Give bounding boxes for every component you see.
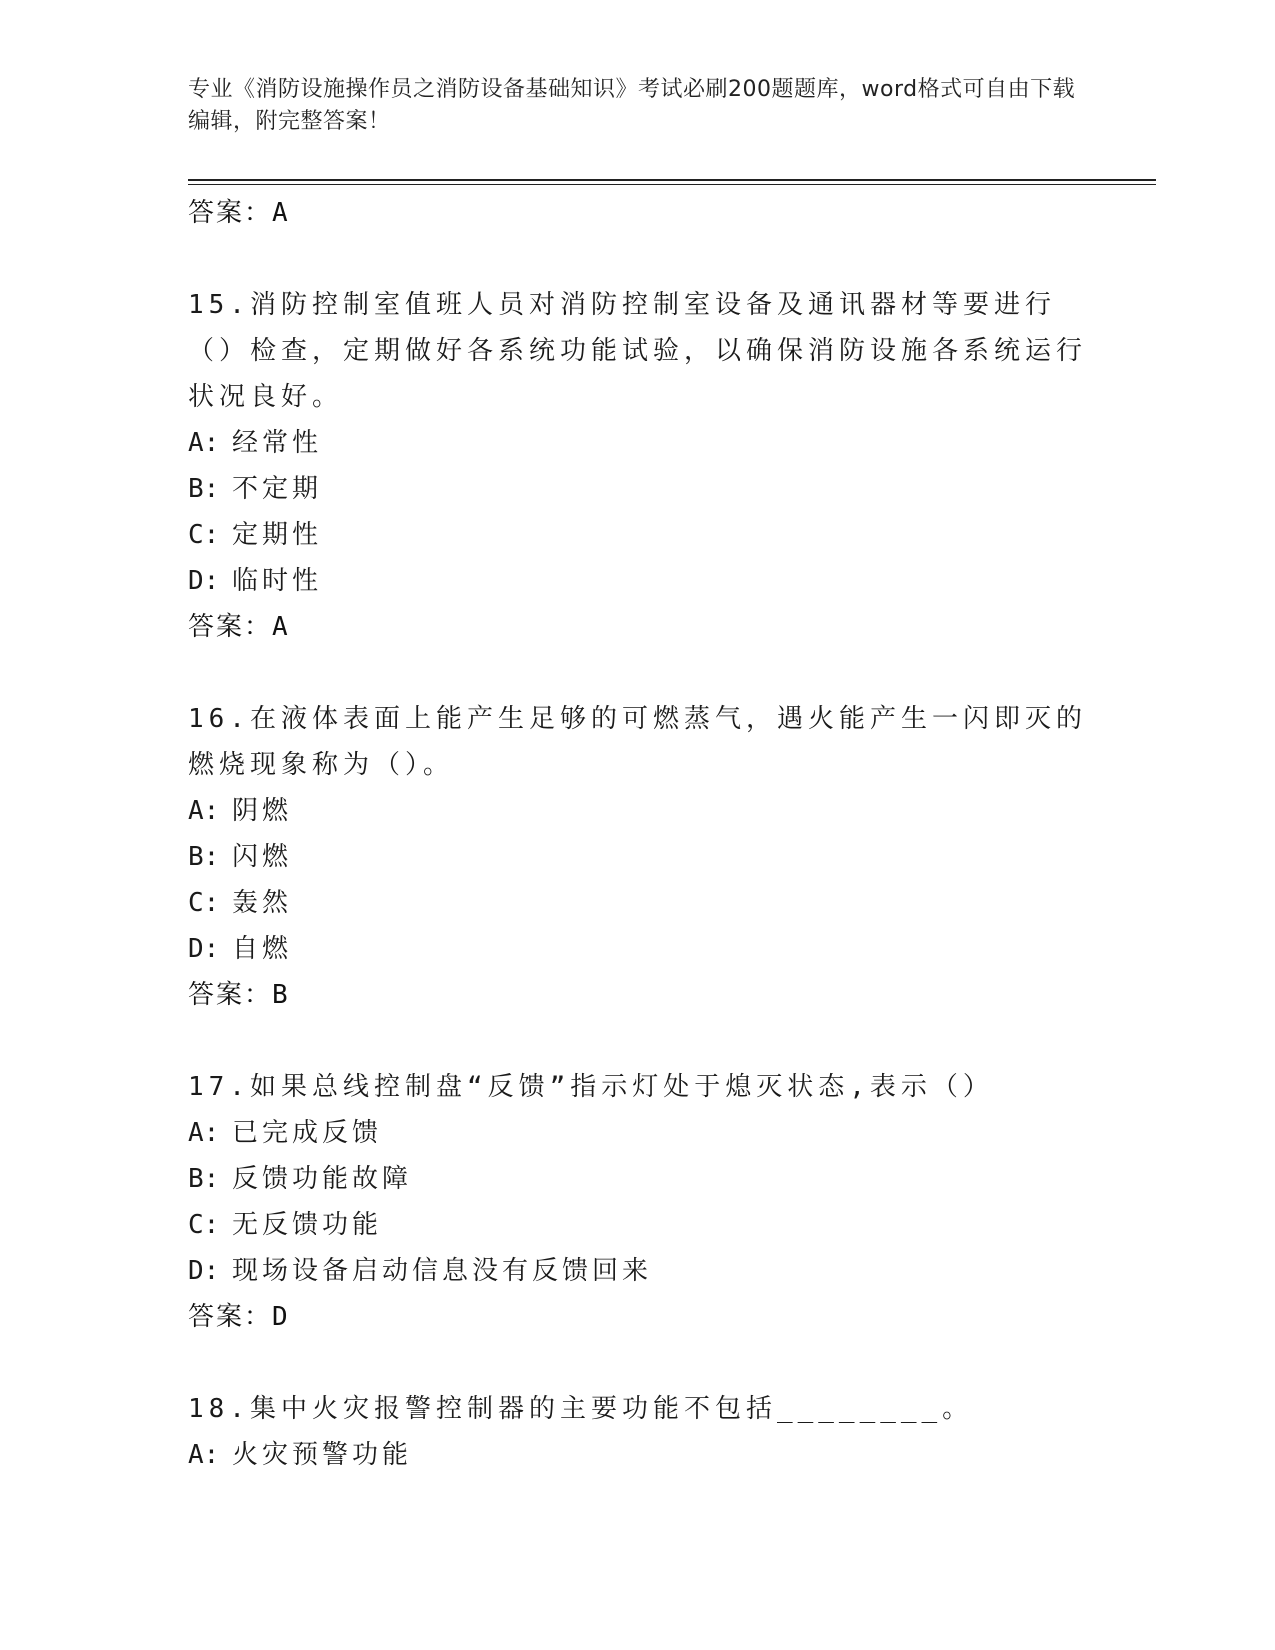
option-key: B: bbox=[188, 474, 220, 504]
option-text: 不定期 bbox=[232, 474, 323, 504]
answer-value: D bbox=[272, 1302, 289, 1332]
answer-value: B bbox=[272, 980, 289, 1010]
answer-label: 答案： bbox=[188, 612, 273, 642]
option-text: 临时性 bbox=[232, 566, 323, 596]
option-d bbox=[188, 558, 1088, 604]
option-key: B: bbox=[188, 1164, 220, 1194]
question-list bbox=[188, 190, 1088, 1478]
option-text: 轰然 bbox=[232, 888, 293, 918]
answer-label: 答案： bbox=[188, 1302, 273, 1332]
option-b bbox=[188, 834, 1088, 880]
option-a bbox=[188, 788, 1088, 834]
question-stem: 16.在液体表面上能产生足够的可燃蒸气，遇火能产生一闪即灭的燃烧现象称为（）。 bbox=[188, 704, 1087, 780]
option-key: B: bbox=[188, 842, 220, 872]
option-key: D: bbox=[188, 934, 220, 964]
question-18 bbox=[188, 1386, 1088, 1478]
answer-line bbox=[188, 972, 1088, 1018]
question-stem: 18.集中火灾报警控制器的主要功能不包括________。 bbox=[188, 1394, 974, 1424]
option-text: 定期性 bbox=[232, 520, 323, 550]
option-text: 反馈功能故障 bbox=[232, 1164, 413, 1194]
question-stem: 15.消防控制室值班人员对消防控制室设备及通讯器材等要进行（）检查，定期做好各系统功能试验，以确保消防设施各系统运行状况良好。 bbox=[188, 290, 1088, 412]
answer-label: 答案： bbox=[188, 980, 273, 1010]
option-a bbox=[188, 420, 1088, 466]
option-text: 火灾预警功能 bbox=[232, 1440, 413, 1470]
answer-value: A bbox=[272, 612, 289, 642]
option-key: A: bbox=[188, 1440, 220, 1470]
option-key: A: bbox=[188, 428, 220, 458]
option-text: 闪燃 bbox=[232, 842, 293, 872]
option-c bbox=[188, 880, 1088, 926]
answer-label: 答案： bbox=[188, 198, 273, 228]
option-key: C: bbox=[188, 1210, 220, 1240]
option-b bbox=[188, 466, 1088, 512]
option-b bbox=[188, 1156, 1088, 1202]
option-a bbox=[188, 1110, 1088, 1156]
option-text: 阴燃 bbox=[232, 796, 293, 826]
option-text: 无反馈功能 bbox=[232, 1210, 383, 1240]
option-key: D: bbox=[188, 1256, 220, 1286]
answer-line bbox=[188, 190, 1088, 236]
option-key: D: bbox=[188, 566, 220, 596]
option-key: C: bbox=[188, 888, 220, 918]
question-stem: 17.如果总线控制盘“反馈”指示灯处于熄灭状态,表示（） bbox=[188, 1072, 994, 1102]
question-16 bbox=[188, 696, 1088, 1018]
option-key: C: bbox=[188, 520, 220, 550]
option-text: 自燃 bbox=[232, 934, 293, 964]
option-d bbox=[188, 926, 1088, 972]
document-header: 专业《消防设施操作员之消防设备基础知识》考试必刷200题题库，word格式可自由下载编辑，附完整答案！ bbox=[188, 77, 1076, 134]
option-key: A: bbox=[188, 1118, 220, 1148]
option-c bbox=[188, 1202, 1088, 1248]
option-text: 经常性 bbox=[232, 428, 323, 458]
option-text: 已完成反馈 bbox=[232, 1118, 383, 1148]
answer-line bbox=[188, 1294, 1088, 1340]
answer-line bbox=[188, 604, 1088, 650]
option-d bbox=[188, 1248, 1088, 1294]
answer-value: A bbox=[272, 198, 289, 228]
question-17 bbox=[188, 1064, 1088, 1340]
option-a bbox=[188, 1432, 1088, 1478]
option-key: A: bbox=[188, 796, 220, 826]
header-rule-thin bbox=[188, 184, 1156, 185]
question-15 bbox=[188, 282, 1088, 650]
option-text: 现场设备启动信息没有反馈回来 bbox=[232, 1256, 653, 1286]
option-c bbox=[188, 512, 1088, 558]
header-rule bbox=[188, 179, 1156, 181]
